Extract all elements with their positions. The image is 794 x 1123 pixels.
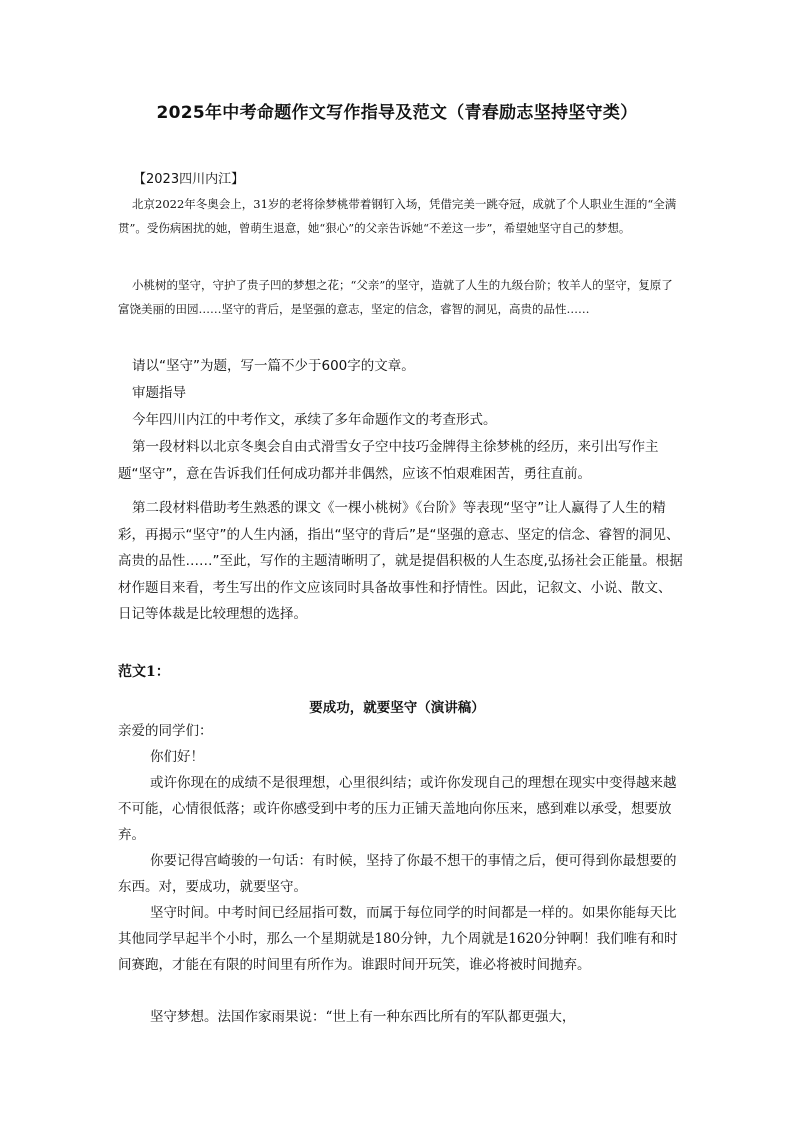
essay-paragraph-5: 坚守梦想。法国作家雨果说：“世上有一种东西比所有的军队都更强大， [150,1009,576,1025]
essay-paragraph-2: 或许你现在的成绩不是很理想，心里很纠结；或许你发现自己的理想在现实中变得越来越不可能，心情很低落；或许你感受到中考的压力正铺天盖地向你压来，感到难以承受，想要放弃。 [118,775,677,843]
sample-essay-heading: 范文1： [118,664,170,680]
material-paragraph-1: 北京2022年冬奥会上，31岁的老将徐梦桃带着钢钉入场，凭借完美一跳夺冠，成就了个人职业生涯的“全满贯”。受伤病困扰的她，曾萌生退意，她“狠心”的父亲告诉她“不差这一步”，希望她坚守自己的梦想。 [118,197,677,235]
guide-paragraph-3: 第二段材料借助考生熟悉的课文《一棵小桃树》《台阶》等表现“坚守”让人赢得了人生的精彩，再揭示“坚守”的人生内涵，指出“坚守的背后”是“坚强的意志、坚定的信念、睿智的洞见、高贵的品性……”至此，写作的主题清晰明了，就是提倡积极的人生态度,弘扬社会正能量。根据材作题目来看，考生写出的作文应该同时具备故事性和抒情性。因此，记叙文、小说、散文、日记等体裁是比较理想的选择。 [118,500,683,622]
guide-paragraph-1: 今年四川内江的中考作文，承续了多年命题作文的考查形式。 [132,412,497,428]
material-paragraph-2: 小桃树的坚守，守护了贵子凹的梦想之花；“父亲”的坚守，造就了人生的九级台阶；牧羊人的坚守，复原了富饶美丽的田园……坚守的背后，是坚强的意志，坚定的信念，睿智的洞见，高贵的品性…… [118,278,673,316]
writing-requirement: 请以“坚守”为题，写一篇不少于600字的文章。 [132,358,415,374]
essay-paragraph-3: 你要记得宫崎骏的一句话：有时候，坚持了你最不想干的事情之后，便可得到你最想要的东西。对，要成功，就要坚守。 [118,853,677,895]
exam-source-label: 【2023四川内江】 [133,172,245,187]
document-title: 2025年中考命题作文写作指导及范文（青春励志坚持坚守类） [156,103,638,123]
essay-paragraph-4: 坚守时间。中考时间已经屈指可数，而属于每位同学的时间都是一样的。如果你能每天比其他同学早起半个小时，那么一个星期就是180分钟，九个周就是1620分钟啊！我们唯有和时间赛跑，才能在有限的时间里有所作为。谁跟时间开玩笑，谁必将被时间抛弃。 [118,905,678,973]
essay-title: 要成功，就要坚守（演讲稿） [309,700,485,716]
essay-salutation: 亲爱的同学们： [118,723,213,739]
essay-paragraph-1: 你们好！ [150,749,204,765]
guide-heading: 审题指导 [132,385,186,401]
guide-paragraph-2: 第一段材料以北京冬奥会自由式滑雪女子空中技巧金牌得主徐梦桃的经历，来引出写作主题“坚守”，意在告诉我们任何成功都并非偶然，应该不怕艰难困苦，勇往直前。 [118,439,659,482]
